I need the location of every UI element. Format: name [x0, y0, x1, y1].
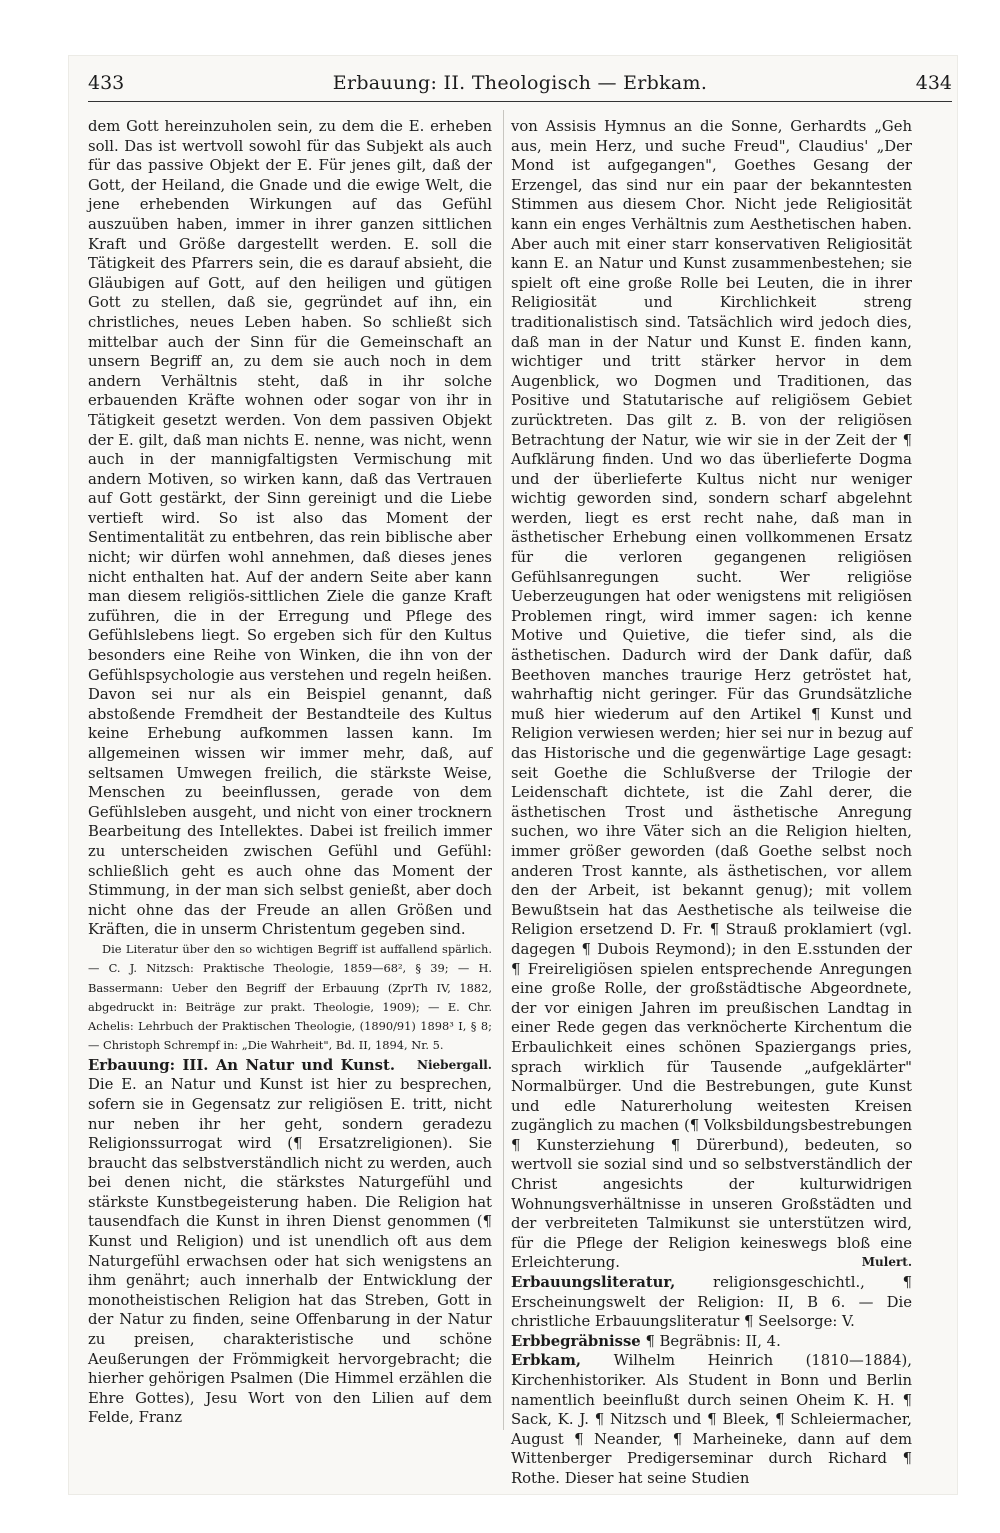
- entry-erbauungsliteratur-text: religionsgeschichtl., ¶ Erscheinungswelt der Religion: II, B 6. — Die christliche Erbauungsliteratur ¶ Seelsorge: V.: [511, 1274, 912, 1331]
- entry-erbkam-text: Wilhelm Heinrich (1810—1884), Kirchenhistoriker. Als Student in Bonn und Berlin namentlich beeinflußt durch seinen Oheim K. H. ¶ Sack, K. J. ¶ Nitzsch und ¶ Bleek, ¶ Schleiermacher, August ¶ Neander, ¶ Marheineke, dann auf dem Wittenberger Predigerseminar durch Richard ¶ Rothe. Dieser hat seine Studien: [511, 1352, 912, 1487]
- right-column: [511, 117, 912, 1489]
- left-paragraph-1: dem Gott hereinzuholen sein, zu dem die E. erheben soll. Das ist wertvoll sowohl für das Subjekt als auch für das passive Objekt der E. Für jenes gilt, daß der Gott, der Heiland, die Gnade und die ewige Welt, die jene erhebenden Wirkungen auf das Gefühl auszuüben haben, immer in ihrer ganzen sittlichen Kraft und Größe dargestellt werden. E. soll die Tätigkeit des Pfarrers sein, die es darauf absieht, die Gläubigen auf Gott, auf den heiligen und gütigen Gott zu stellen, daß sie, gegründet auf ihn, ein christliches, neues Leben haben. So schließt sich mittelbar auch der Sinn für die Gemeinschaft an unsern Begriff an, zu dem sie auch noch in dem andern Verhältnis steht, daß in ihr solche erbauenden Kräfte wohnen oder sogar von ihr in Tätigkeit gesetzt werden. Von dem passiven Objekt der E. gilt, daß man nichts E. nenne, was nicht, wenn auch in der mannigfaltigsten Vermischung mit andern Motiven, so wirken kann, daß das Vertrauen auf Gott gestärkt, der Sinn gereinigt und die Liebe vertieft wird. So ist also das Moment der Sentimentalität zu entbehren, das rein biblische aber nicht; wir dürfen wohl annehmen, daß dieses jenes nicht enthalten hat. Auf der andern Seite aber kann man diesem religiös-sittlichen Ziele die ganze Kraft zuführen, die in der Erregung und Pflege des Gefühlslebens liegt. So ergeben sich für den Kultus besonders eine Reihe von Winken, die ihn von der Gefühlspsychologie aus verstehen und regeln heißen. Davon sei nur als ein Beispiel genannt, daß abstoßende Fremdheit der Bestandteile des Kultus keine Erhebung aufkommen lassen kann. Im allgemeinen wissen wir immer mehr, daß, auf seltsamen Umwegen freilich, die stärkste Weise, Menschen zu beeinflussen, gerade von dem Gefühlsleben ausgeht, und nicht von einer trocknern Bearbeitung des Intellektes. Dabei ist freilich immer zu unterscheiden zwischen Gefühl und Gefühl: schließlich geht es auch ohne das Moment der Stimmung, in der man sich selbst genießt, aber doch nicht ohne das der Freude an allen Größen und Kräften, die in unserm Christentum gegeben sind.: [88, 118, 492, 939]
- page-number-right: 434: [915, 72, 952, 94]
- entry-erbbegraebnisse-lemma: Erbbegräbnisse: [511, 1332, 641, 1350]
- entry-erbbegraebnisse: [511, 1332, 912, 1352]
- entry-erbkam: [511, 1351, 912, 1488]
- entry-erbauungsliteratur-lemma: Erbauungsliteratur,: [511, 1274, 676, 1292]
- page-number-left: 433: [88, 72, 125, 94]
- entry-erbbegraebnisse-text: ¶ Begräbnis: II, 4.: [645, 1332, 781, 1350]
- left-column: [88, 117, 492, 1428]
- header-rule: [88, 101, 952, 102]
- right-paragraph-1: [511, 117, 912, 1273]
- literature-signature: Niebergall.: [417, 1057, 492, 1072]
- entry-erbauungsliteratur: [511, 1273, 912, 1332]
- literature-text: Die Literatur über den so wichtigen Begriff ist auffallend spärlich. — C. J. Nitzsch: Praktische Theologie, 1859—68², § 39; — H. Bassermann: Ueber den Begriff der Erbauung (ZprTh IV, 1882, abgedruckt in: Beiträge zur prakt. Theologie, 1909); — E. Chr. Achelis: Lehrbuch der Praktischen Theologie, (1890/91) 1898³ I, § 8; — Christoph Schrempf in: „Die Wahrheit", Bd. II, 1894, Nr. 5.: [88, 941, 492, 1053]
- page-header: [88, 72, 952, 98]
- article-signature: Mulert.: [861, 1255, 912, 1270]
- article-lemma: Erbauung: III. An Natur und Kunst.: [88, 1056, 396, 1074]
- article-text: Die E. an Natur und Kunst ist hier zu besprechen, sofern sie in Gegensatz zur religiösen E. tritt, nicht nur neben ihr her geht, sondern geradezu Religionssurrogat wird (¶ Ersatzreligionen). Sie braucht das selbstverständlich nicht zu werden, auch bei denen nicht, die stärkstes Naturgefühl und stärkste Kunstbegeisterung haben. Die Religion hat tausendfach die Kunst in ihren Dienst genommen (¶ Kunst und Religion) und ist unendlich oft aus dem Naturgefühl erwachsen oder hat sich wenigstens an ihm genährt; auch innerhalb der Entwicklung der monotheistischen Religion hat das Streben, Gott in der Natur zu finden, seine Offenbarung in der Natur zu preisen, charakteristische und schöne Aeußerungen der Frömmigkeit hervorgebracht; die hierher gehörigen Psalmen (Die Himmel erzählen die Ehre Gottes), Jesu Wort von den Lilien auf dem Felde, Franz: [88, 1076, 492, 1427]
- left-paragraph-2: [88, 1056, 492, 1428]
- right-paragraph-1-text: von Assisis Hymnus an die Sonne, Gerhardts „Geh aus, mein Herz, und suche Freud", Claudius' „Der Mond ist aufgegangen", Goethes Gesang der Erzengel, das sind nur ein paar der bekanntesten Stimmen aus diesem Chor. Nicht jede Religiosität kann ein enges Verhältnis zum Aesthetischen haben. Aber auch mit einer starr konservativen Religiosität kann E. an Natur und Kunst zusammenbestehen; sie spielt oft eine große Rolle bei Leuten, die in ihrer Religiosität und Kirchlichkeit streng traditionalistisch sind. Tatsächlich wird jedoch dies, daß man in der Natur und Kunst E. finden kann, wichtiger und tritt stärker hervor in dem Augenblick, wo Dogmen und Traditionen, das Positive und Statutarische auf religiösem Gebiet zurücktreten. Das gilt z. B. von der religiösen Betrachtung der Natur, wie wir sie in der Zeit der ¶ Aufklärung finden. Und wo das überlieferte Dogma und der überlieferte Kultus nicht nur weniger wichtig geworden sind, sondern scharf abgelehnt werden, liegt es erst recht nahe, daß man in ästhetischer Erhebung einen vollkommenen Ersatz für die verloren gegangenen religiösen Gefühlsanregungen sucht. Wer religiöse Ueberzeugungen hat oder wenigstens mit religiösen Problemen ringt, wird immer sagen: ich kenne Motive und Quietive, die tiefer sind, als die ästhetischen. Dadurch wird der Dank dafür, daß Beethoven manches traurige Herz getröstet hat, wahrhaftig nicht geringer. Für das Grundsätzliche muß hier wiederum auf den Artikel ¶ Kunst und Religion verwiesen werden; hier sei nur in bezug auf das Historische und die gegenwärtige Lage gesagt: seit Goethe die Schlußverse der Trilogie der Leidenschaft dichtete, ist die Zahl derer, die ästhetischen Trost und ästhetische Anregung suchen, wo ihre Väter sich an die Religion hielten, immer größer geworden (daß Goethe selbst noch anderen Trost kannte, als ästhetischen, vor allem den der Arbeit, ist bekannt genug); mit vollem Bewußtsein hat das Aesthetische als teilweise die Religion ersetzend D. Fr. ¶ Strauß proklamiert (vgl. dagegen ¶ Dubois Reymond); in den E.sstunden der ¶ Freireligiösen spielen entsprechende Anregungen eine große Rolle, der großstädtische Abgeordnete, der vor einigen Jahren im preußischen Landtag in einer Rede gegen das verknöcherte Kirchentum die Erbaulichkeit eines schönen Spaziergangs pries, sprach wirklich für Tausende „aufgeklärter" Normalbürger. Und die Bestrebungen, gute Kunst und edle Naturerholung weitesten Kreisen zugänglich zu machen (¶ Volksbildungsbestrebungen ¶ Kunsterziehung ¶ Dürerbund), bedeuten, so wertvoll sie sozial sind und so selbstverständlich der Christ angesichts der kulturwidrigen Wohnungsverhältnisse in unseren Großstädten und der verbreiteten Talmikunst sie unterstützen wird, für die Pflege der Religion keineswegs bloß eine Erleichterung.: [511, 118, 912, 1272]
- running-head: Erbauung: II. Theologisch — Erbkam.: [332, 72, 708, 94]
- entry-erbkam-lemma: Erbkam,: [511, 1352, 582, 1370]
- column-divider: [503, 110, 504, 1430]
